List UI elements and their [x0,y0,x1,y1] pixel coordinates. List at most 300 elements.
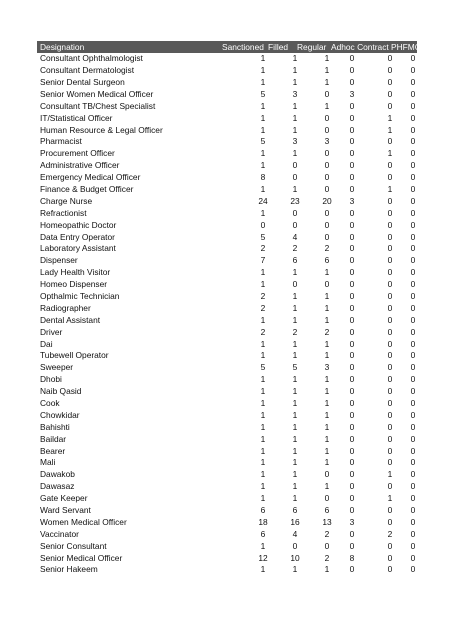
value-cell: 0 [324,540,330,551]
value-cell: 1 [260,457,266,468]
value-cell: 0 [324,183,330,194]
value-cell: 0 [410,398,416,409]
value-cell: 0 [324,88,330,99]
value-cell: 0 [410,457,416,468]
value-cell: 2 [292,326,298,337]
value-cell: 0 [349,540,355,551]
table-row [37,481,417,493]
table-row [37,279,417,291]
value-cell: 0 [349,350,355,361]
value-cell: 1 [292,291,298,301]
value-cell: 0 [349,374,355,385]
table-row [37,362,417,374]
table-row [37,505,417,517]
designation-cell: Data Entry Operator [40,231,115,242]
designation-cell: Finance & Budget Officer [40,183,134,194]
value-cell: 0 [387,564,393,575]
value-cell: 0 [410,350,416,361]
value-cell: 1 [292,564,298,575]
value-cell: 0 [349,493,355,504]
value-cell: 0 [324,469,330,480]
value-cell: 0 [410,255,416,266]
table-row [37,65,417,77]
value-cell: 0 [324,219,330,230]
value-cell: 6 [324,505,330,516]
value-cell: 16 [290,516,300,527]
value-cell: 1 [260,112,266,123]
value-cell: 0 [349,219,355,230]
value-cell: 1 [324,374,330,385]
value-cell: 0 [349,398,355,409]
table-row [37,410,417,422]
value-cell: 1 [292,53,298,64]
value-cell: 6 [324,255,330,266]
value-cell: 1 [260,421,266,432]
value-cell: 0 [387,362,393,373]
value-cell: 10 [290,552,300,563]
value-cell: 0 [387,421,393,432]
value-cell: 0 [410,100,416,111]
value-cell: 0 [387,505,393,516]
value-cell: 1 [292,183,298,194]
value-cell: 1 [292,421,298,432]
value-cell: 1 [260,409,266,420]
value-cell: 0 [349,421,355,432]
value-cell: 0 [349,267,355,278]
value-cell: 2 [260,243,266,254]
table-row [37,493,417,505]
value-cell: 0 [387,552,393,563]
value-cell: 3 [349,195,355,206]
table-row [37,172,417,184]
value-cell: 0 [410,172,416,183]
value-cell: 1 [324,481,330,492]
value-cell: 1 [292,76,298,87]
header-regular: Regular [297,42,327,52]
designation-cell: Gate Keeper [40,493,88,504]
table-row [37,422,417,434]
table-row [37,148,417,160]
designation-cell: Cook [40,398,60,409]
value-cell: 1 [260,207,266,218]
designation-cell: Homeopathic Doctor [40,219,117,230]
value-cell: 0 [410,207,416,218]
value-cell: 1 [260,279,266,290]
table-row [37,291,417,303]
value-cell: 18 [258,516,268,527]
value-cell: 4 [292,231,298,242]
value-cell: 1 [260,374,266,385]
designation-cell: Naib Qasid [40,386,82,397]
table-row [37,255,417,267]
value-cell: 0 [349,469,355,480]
value-cell: 0 [349,433,355,444]
table-row [37,220,417,232]
table-row [37,125,417,137]
value-cell: 0 [410,505,416,516]
header-sanctioned: Sanctioned [222,42,264,52]
value-cell: 1 [260,148,266,159]
value-cell: 1 [324,457,330,468]
value-cell: 1 [260,433,266,444]
value-cell: 20 [322,195,332,206]
value-cell: 0 [349,231,355,242]
designation-cell: Refractionist [40,207,87,218]
value-cell: 0 [387,243,393,254]
value-cell: 0 [349,326,355,337]
value-cell: 0 [349,457,355,468]
value-cell: 0 [410,374,416,385]
value-cell: 1 [292,469,298,480]
value-cell: 0 [410,362,416,373]
value-cell: 1 [324,564,330,575]
table-row [37,517,417,529]
value-cell: 0 [349,445,355,456]
value-cell: 0 [387,433,393,444]
value-cell: 1 [260,314,266,325]
value-cell: 0 [387,398,393,409]
value-cell: 3 [292,88,298,99]
table-row [37,77,417,89]
value-cell: 0 [410,65,416,76]
value-cell: 0 [349,148,355,159]
value-cell: 0 [410,540,416,551]
value-cell: 1 [260,160,266,171]
value-cell: 0 [387,136,393,147]
value-cell: 1 [324,314,330,325]
value-cell: 1 [324,409,330,420]
value-cell: 0 [349,243,355,254]
value-cell: 0 [410,231,416,242]
designation-cell: Dispenser [40,255,78,266]
value-cell: 0 [324,279,330,290]
value-cell: 1 [260,469,266,480]
table-row [37,541,417,553]
value-cell: 8 [349,552,355,563]
value-cell: 0 [410,314,416,325]
value-cell: 1 [260,398,266,409]
designation-cell: Consultant Ophthalmologist [40,53,143,64]
value-cell: 1 [260,76,266,87]
value-cell: 1 [292,302,298,313]
value-cell: 0 [410,493,416,504]
value-cell: 0 [387,255,393,266]
value-cell: 0 [349,409,355,420]
table-row [37,184,417,196]
table-row [37,469,417,481]
value-cell: 1 [260,540,266,551]
designation-cell: Emergency Medical Officer [40,172,141,183]
designation-cell: Chowkidar [40,409,80,420]
value-cell: 1 [292,112,298,123]
value-cell: 0 [387,76,393,87]
value-cell: 1 [260,350,266,361]
designation-cell: Senior Hakeem [40,564,98,575]
value-cell: 1 [324,421,330,432]
table-row [37,136,417,148]
table-row [37,398,417,410]
table-row [37,350,417,362]
value-cell: 0 [387,53,393,64]
designation-cell: Bahishti [40,421,70,432]
value-cell: 0 [349,183,355,194]
designation-cell: Dawasaz [40,481,75,492]
table-row [37,160,417,172]
value-cell: 0 [349,255,355,266]
value-cell: 2 [324,326,330,337]
value-cell: 0 [387,540,393,551]
value-cell: 1 [260,493,266,504]
value-cell: 1 [260,445,266,456]
value-cell: 0 [410,481,416,492]
value-cell: 0 [349,564,355,575]
value-cell: 1 [260,65,266,76]
designation-cell: Charge Nurse [40,195,93,206]
value-cell: 0 [410,136,416,147]
value-cell: 1 [292,65,298,76]
table-row [37,315,417,327]
value-cell: 0 [324,124,330,135]
value-cell: 0 [349,76,355,87]
table-row [37,529,417,541]
value-cell: 1 [324,267,330,278]
value-cell: 0 [324,148,330,159]
table-row [37,564,417,576]
table-row [37,89,417,101]
value-cell: 1 [387,493,393,504]
designation-cell: Consultant Dermatologist [40,65,135,76]
value-cell: 0 [349,338,355,349]
table-row [37,208,417,220]
value-cell: 0 [410,516,416,527]
designation-cell: Procurement Officer [40,148,115,159]
value-cell: 3 [349,88,355,99]
value-cell: 0 [410,302,416,313]
table-row [37,267,417,279]
value-cell: 0 [387,160,393,171]
designation-cell: Homeo Dispenser [40,279,108,290]
header-adhoc-contract: Adhoc Contract [331,42,389,52]
value-cell: 0 [387,302,393,313]
value-cell: 1 [324,291,330,301]
value-cell: 0 [349,291,355,301]
designation-cell: Administrative Officer [40,160,120,171]
value-cell: 1 [260,183,266,194]
staffing-table [37,41,421,576]
value-cell: 2 [260,326,266,337]
value-cell: 1 [292,409,298,420]
value-cell: 0 [324,160,330,171]
value-cell: 0 [292,160,298,171]
value-cell: 1 [324,398,330,409]
table-row [37,374,417,386]
value-cell: 1 [324,338,330,349]
designation-cell: Dai [40,338,53,349]
value-cell: 0 [410,243,416,254]
value-cell: 2 [260,291,266,301]
value-cell: 0 [410,53,416,64]
value-cell: 12 [258,552,268,563]
value-cell: 1 [292,100,298,111]
table-row [37,553,417,565]
value-cell: 0 [349,279,355,290]
designation-cell: Opthalmic Technician [40,291,120,301]
value-cell: 0 [387,409,393,420]
value-cell: 1 [292,148,298,159]
value-cell: 0 [410,338,416,349]
value-cell: 13 [322,516,332,527]
designation-cell: IT/Statistical Officer [40,112,113,123]
value-cell: 0 [387,338,393,349]
value-cell: 1 [292,124,298,135]
value-cell: 2 [324,243,330,254]
table-header-row [37,41,421,53]
table-row [37,53,417,65]
value-cell: 0 [410,183,416,194]
value-cell: 1 [292,481,298,492]
value-cell: 0 [387,516,393,527]
value-cell: 1 [260,481,266,492]
value-cell: 1 [324,76,330,87]
value-cell: 1 [324,302,330,313]
value-cell: 0 [387,231,393,242]
value-cell: 0 [410,160,416,171]
value-cell: 0 [349,505,355,516]
value-cell: 7 [260,255,266,266]
value-cell: 1 [260,100,266,111]
table-row [37,446,417,458]
designation-cell: Senior Consultant [40,540,107,551]
designation-cell: Dhobi [40,374,62,385]
table-row [37,386,417,398]
value-cell: 0 [387,219,393,230]
value-cell: 0 [324,207,330,218]
value-cell: 1 [292,338,298,349]
table-row [37,434,417,446]
designation-cell: Baildar [40,433,67,444]
value-cell: 1 [324,65,330,76]
value-cell: 0 [387,172,393,183]
value-cell: 24 [258,195,268,206]
designation-cell: Pharmacist [40,136,82,147]
value-cell: 0 [387,481,393,492]
value-cell: 0 [410,124,416,135]
value-cell: 0 [410,445,416,456]
designation-cell: Dawakob [40,469,75,480]
value-cell: 8 [260,172,266,183]
table-body [37,53,417,576]
designation-cell: Human Resource & Legal Officer [40,124,163,135]
value-cell: 0 [349,302,355,313]
value-cell: 0 [324,231,330,242]
designation-cell: Laboratory Assistant [40,243,116,254]
value-cell: 0 [387,65,393,76]
value-cell: 0 [292,172,298,183]
value-cell: 1 [260,124,266,135]
value-cell: 1 [292,493,298,504]
value-cell: 1 [292,398,298,409]
value-cell: 0 [410,528,416,539]
value-cell: 1 [387,148,393,159]
value-cell: 0 [410,564,416,575]
value-cell: 1 [260,53,266,64]
value-cell: 0 [410,421,416,432]
value-cell: 1 [292,457,298,468]
designation-cell: Lady Health Visitor [40,267,111,278]
value-cell: 5 [260,231,266,242]
value-cell: 0 [349,160,355,171]
value-cell: 0 [387,279,393,290]
value-cell: 0 [324,172,330,183]
value-cell: 2 [260,302,266,313]
value-cell: 2 [324,552,330,563]
value-cell: 1 [324,445,330,456]
value-cell: 0 [410,112,416,123]
value-cell: 0 [387,445,393,456]
designation-cell: Bearer [40,445,66,456]
value-cell: 1 [324,100,330,111]
value-cell: 0 [387,291,393,301]
value-cell: 0 [292,279,298,290]
value-cell: 4 [292,528,298,539]
value-cell: 0 [387,457,393,468]
value-cell: 1 [324,53,330,64]
value-cell: 0 [387,374,393,385]
designation-cell: Ward Servant [40,505,91,516]
value-cell: 0 [410,409,416,420]
value-cell: 0 [349,386,355,397]
value-cell: 0 [410,279,416,290]
table-row [37,101,417,113]
value-cell: 0 [410,267,416,278]
value-cell: 0 [349,65,355,76]
value-cell: 0 [349,136,355,147]
designation-cell: Women Medical Officer [40,516,127,527]
value-cell: 0 [387,350,393,361]
value-cell: 6 [260,505,266,516]
value-cell: 23 [290,195,300,206]
value-cell: 0 [410,88,416,99]
designation-cell: Senior Medical Officer [40,552,123,563]
header-designation: Designation [40,42,85,52]
value-cell: 0 [410,219,416,230]
value-cell: 1 [387,112,393,123]
value-cell: 0 [260,219,266,230]
value-cell: 0 [387,314,393,325]
table-row [37,327,417,339]
value-cell: 1 [387,124,393,135]
value-cell: 0 [349,362,355,373]
value-cell: 6 [292,255,298,266]
value-cell: 0 [349,124,355,135]
value-cell: 0 [410,433,416,444]
value-cell: 0 [349,481,355,492]
value-cell: 0 [410,195,416,206]
table-row [37,232,417,244]
value-cell: 1 [260,338,266,349]
value-cell: 1 [292,445,298,456]
value-cell: 0 [387,195,393,206]
designation-cell: Tubewell Operator [40,350,109,361]
value-cell: 1 [260,564,266,575]
table-row [37,113,417,125]
value-cell: 0 [410,291,416,301]
value-cell: 5 [260,136,266,147]
designation-cell: Sweeper [40,362,74,373]
designation-cell: Dental Assistant [40,314,101,325]
value-cell: 5 [260,88,266,99]
designation-cell: Vaccinator [40,528,79,539]
